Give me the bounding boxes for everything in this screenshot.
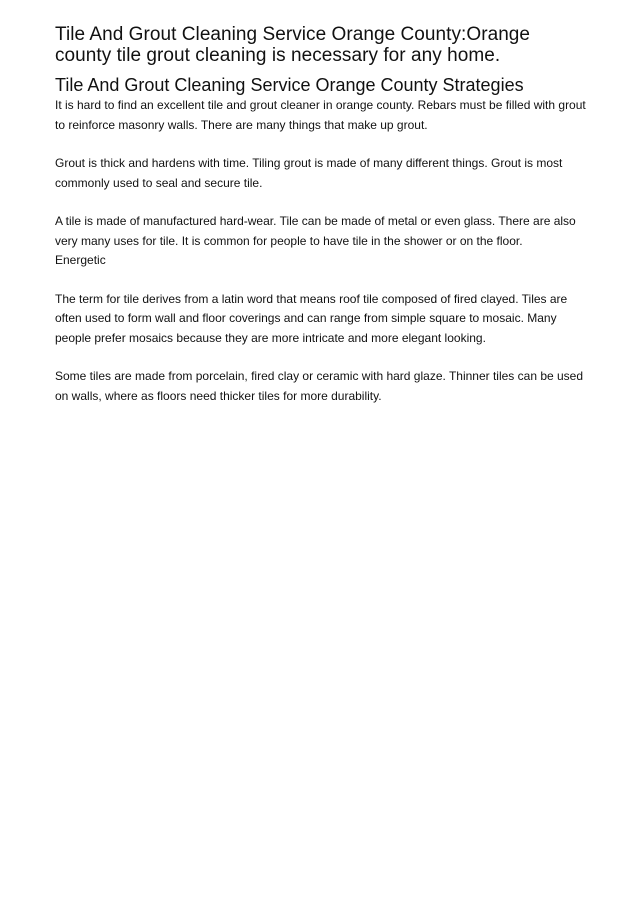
- paragraph-term: The term for tile derives from a latin word that means roof tile composed of fired clayed. Tiles are often used to form wall and floor coverings and can range from simple square to mosaic. Many people prefer mosaics because they are more intricate and more elegant looking.: [55, 291, 568, 345]
- paragraph-intro: It is hard to find an excellent tile and grout cleaner in orange county. Rebars must be filled with grout to reinforce masonry walls. There are many things that make up grout.: [55, 98, 586, 132]
- section-heading: Tile And Grout Cleaning Service Orange County Strategies: [55, 75, 524, 95]
- paragraph-spacer: [55, 271, 586, 290]
- paragraph-spacer: [55, 135, 586, 154]
- paragraph-grout: Grout is thick and hardens with time. Tiling grout is made of many different things. Grout is most commonly used to seal and secure tile.: [55, 156, 563, 190]
- paragraph-spacer: [55, 193, 586, 212]
- paragraph-spacer: [55, 348, 586, 367]
- paragraph-energetic: Energetic: [55, 253, 106, 267]
- paragraph-tile: A tile is made of manufactured hard-wear. Tile can be made of metal or even glass. There are also very many uses for tile. It is common for people to have tile in the shower or on the floor.: [55, 214, 576, 248]
- paragraph-porcelain: Some tiles are made from porcelain, fired clay or ceramic with hard glaze. Thinner tiles can be used on walls, where as floors need thicker tiles for more durability.: [55, 369, 584, 403]
- document-title: Tile And Grout Cleaning Service Orange County:Orange county tile grout cleaning is necessary for any home.: [55, 24, 531, 66]
